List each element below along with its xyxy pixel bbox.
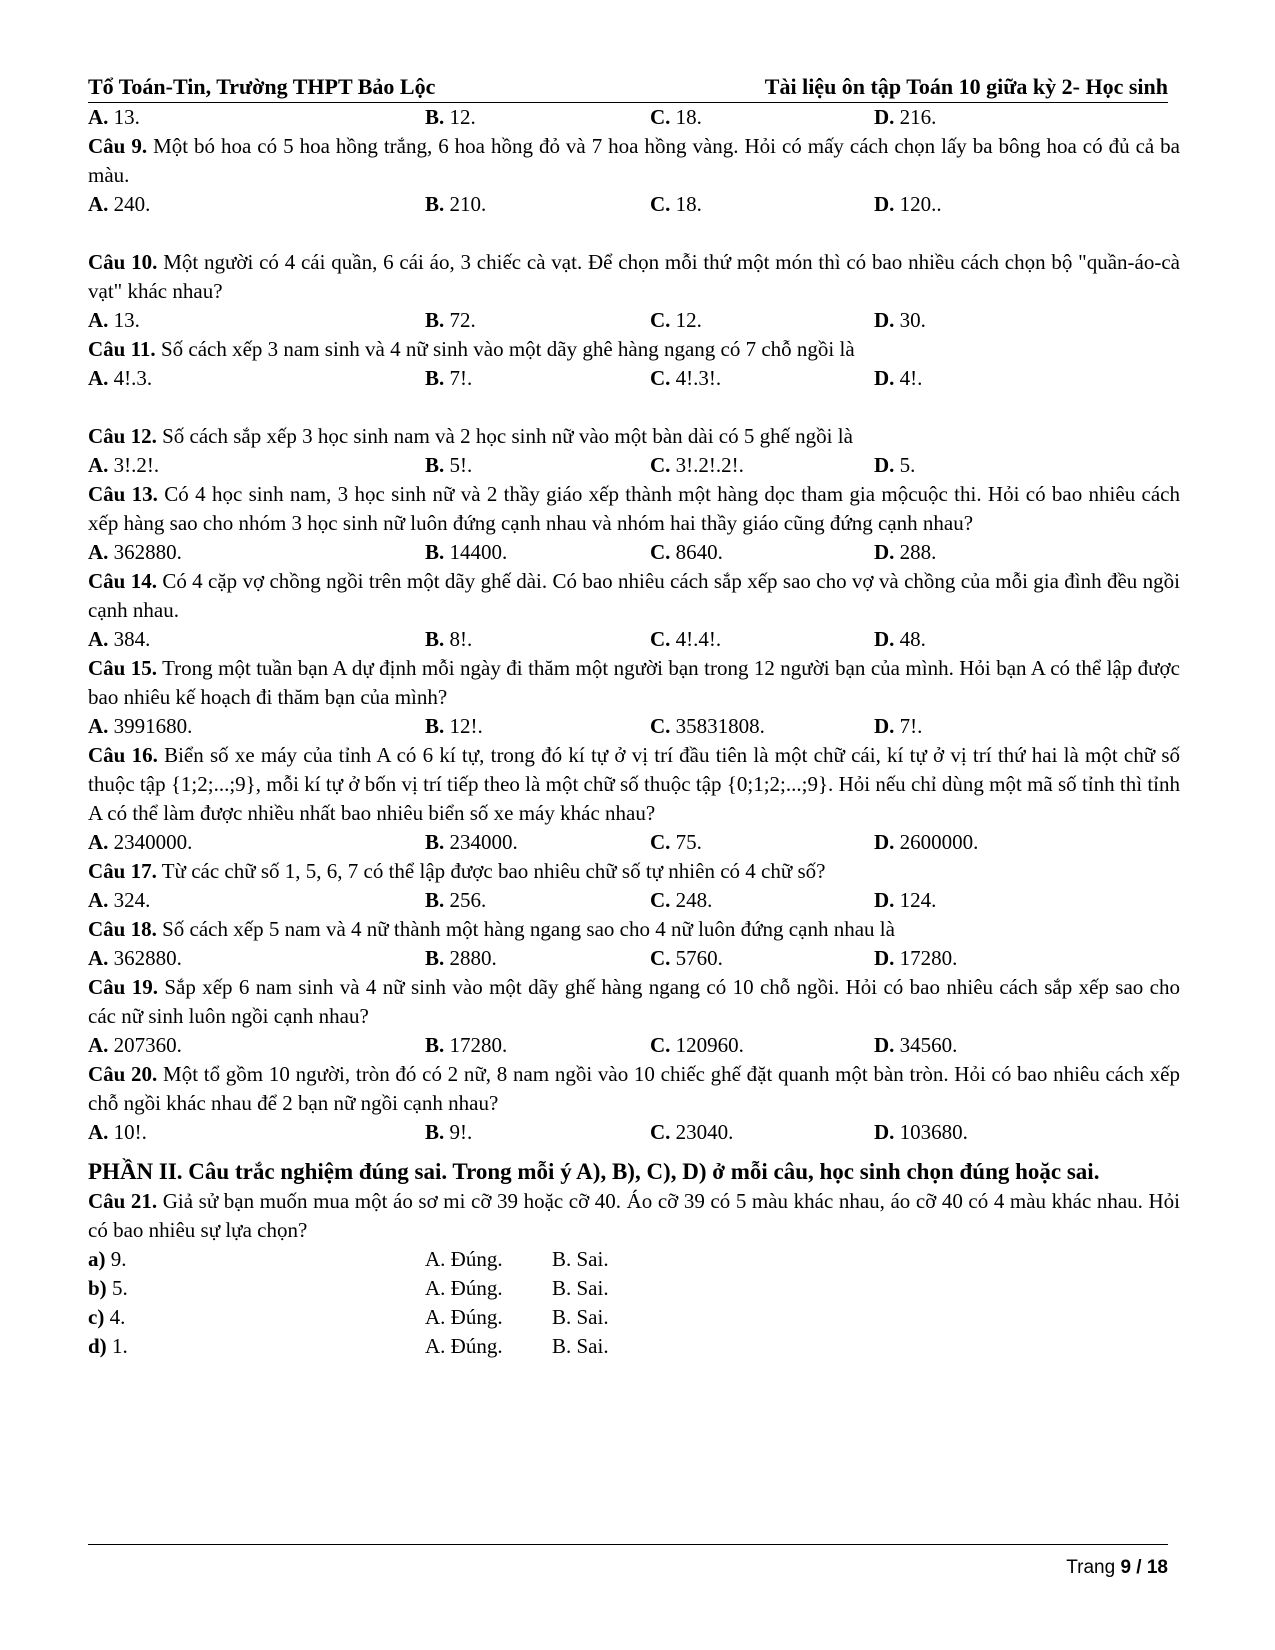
- question-text: Sắp xếp 6 nam sinh và 4 nữ sinh vào một dãy ghế hàng ngang có 10 chỗ ngồi. Hỏi có bao nhiêu cách sắp xếp sao cho các nữ sinh luôn ngồi cạnh nhau?: [88, 975, 1180, 1028]
- answer-options: [88, 538, 1180, 567]
- answer-options: [88, 1031, 1180, 1060]
- option-a: A. 4!.3.: [88, 366, 153, 390]
- answer-options: [88, 451, 1180, 480]
- answer-options: [88, 828, 1180, 857]
- item-statement: b) 5.: [88, 1276, 128, 1300]
- option-b: B. 2880.: [425, 946, 497, 970]
- answer-options: [88, 190, 1180, 219]
- page-header: [88, 74, 1168, 103]
- question-stem: [88, 973, 1180, 1031]
- question-block: [88, 422, 1180, 480]
- option-d: D. 5.: [874, 453, 916, 477]
- option-a: A. 10!.: [88, 1120, 147, 1144]
- item-statement: c) 4.: [88, 1305, 126, 1329]
- option-a: A. 13.: [88, 308, 140, 332]
- question-stem: [88, 335, 1180, 364]
- question-block: [88, 973, 1180, 1060]
- option-b: B. 12.: [425, 105, 476, 129]
- question-label: Câu 14.: [88, 569, 157, 593]
- header-doc-title: Tài liệu ôn tập Toán 10 giữa kỳ 2- Học sinh: [764, 74, 1168, 99]
- question-label: Câu 15.: [88, 656, 158, 680]
- answer-options: [88, 886, 1180, 915]
- option-d: D. 17280.: [874, 946, 958, 970]
- question-block: [88, 654, 1180, 741]
- question-stem: [88, 480, 1180, 538]
- option-a: A. 3991680.: [88, 714, 193, 738]
- true-false-item: [88, 1303, 1180, 1332]
- question-label: Câu 20.: [88, 1062, 158, 1086]
- answer-options: [88, 306, 1180, 335]
- question-stem: [88, 741, 1180, 828]
- option-d: D. 30.: [874, 308, 926, 332]
- option-c: C. 3!.2!.2!.: [650, 453, 744, 477]
- question-stem: [88, 654, 1180, 712]
- answer-options: [88, 1118, 1180, 1147]
- question-text: Một người có 4 cái quần, 6 cái áo, 3 chiếc cà vạt. Để chọn mỗi thứ một món thì có bao nhiều cách chọn bộ "quần-áo-cà vạt" khác nhau?: [88, 250, 1181, 303]
- option-c: C. 23040.: [650, 1120, 734, 1144]
- question-block: [88, 480, 1180, 567]
- option-d: D. 288.: [874, 540, 937, 564]
- question-text: Giả sử bạn muốn mua một áo sơ mi cỡ 39 hoặc cỡ 40. Áo cỡ 39 có 5 màu khác nhau, áo cỡ 40 có 4 màu khác nhau. Hỏi có bao nhiêu sự lựa chọn?: [88, 1189, 1180, 1242]
- question-text: Một bó hoa có 5 hoa hồng trắng, 6 hoa hồng đỏ và 7 hoa hồng vàng. Hỏi có mấy cách chọn lấy ba bông hoa có đủ cả ba màu.: [88, 134, 1180, 187]
- true-choice: A. Đúng.: [425, 1247, 503, 1271]
- blank-line: [88, 393, 1180, 422]
- question-text: Số cách xếp 5 nam và 4 nữ thành một hàng ngang sao cho 4 nữ luôn đứng cạnh nhau là: [162, 917, 895, 941]
- option-a: A. 13.: [88, 105, 140, 129]
- question-label: Câu 16.: [88, 743, 158, 767]
- option-b: B. 9!.: [425, 1120, 473, 1144]
- option-b: B. 256.: [425, 888, 487, 912]
- footer-divider: [88, 1544, 1168, 1545]
- question-block: [88, 741, 1180, 857]
- true-choice: A. Đúng.: [425, 1276, 503, 1300]
- option-c: C. 75.: [650, 830, 702, 854]
- question-block: [88, 857, 1180, 915]
- false-choice: B. Sai.: [552, 1334, 609, 1358]
- option-d: D. 7!.: [874, 714, 923, 738]
- option-a: A. 324.: [88, 888, 151, 912]
- option-a: A. 3!.2!.: [88, 453, 160, 477]
- question-stem: [88, 248, 1180, 306]
- answer-options: [88, 625, 1180, 654]
- question-label: Câu 17.: [88, 859, 157, 883]
- question-stem: [88, 567, 1180, 625]
- true-false-item: [88, 1332, 1180, 1361]
- option-b: B. 12!.: [425, 714, 483, 738]
- true-choice: A. Đúng.: [425, 1305, 503, 1329]
- option-c: C. 18.: [650, 105, 702, 129]
- false-choice: B. Sai.: [552, 1276, 609, 1300]
- question-block: [88, 248, 1180, 335]
- question-list: [88, 132, 1180, 1147]
- question-block: [88, 915, 1180, 973]
- option-a: A. 2340000.: [88, 830, 193, 854]
- item-statement: d) 1.: [88, 1334, 128, 1358]
- question-21: [88, 1187, 1180, 1245]
- option-d: D. 48.: [874, 627, 926, 651]
- option-b: B. 14400.: [425, 540, 508, 564]
- question-stem: [88, 857, 1180, 886]
- question-label: Câu 19.: [88, 975, 158, 999]
- option-c: C. 18.: [650, 192, 702, 216]
- option-c: C. 8640.: [650, 540, 723, 564]
- question-text: Trong một tuần bạn A dự định mỗi ngày đi thăm một người bạn trong 12 người bạn của mình. Hỏi bạn A có thể lập được bao nhiêu kế hoạch đi thăm bạn của mình?: [88, 656, 1180, 709]
- page-number: Trang 9 / 18: [1066, 1557, 1168, 1578]
- option-a: A. 207360.: [88, 1033, 182, 1057]
- question-label: Câu 11.: [88, 337, 156, 361]
- question-text: Có 4 cặp vợ chồng ngồi trên một dãy ghế dài. Có bao nhiêu cách sắp xếp sao cho vợ và chồng của mỗi gia đình đều ngồi cạnh nhau.: [88, 569, 1180, 622]
- question-label: Câu 12.: [88, 424, 157, 448]
- option-b: B. 17280.: [425, 1033, 508, 1057]
- option-b: B. 210.: [425, 192, 487, 216]
- option-b: B. 72.: [425, 308, 476, 332]
- question-text: Một tổ gồm 10 người, tròn đó có 2 nữ, 8 nam ngồi vào 10 chiếc ghế đặt quanh một bàn tròn. Hỏi có bao nhiêu cách xếp chỗ ngồi khác nhau để 2 bạn nữ ngồi cạnh nhau?: [88, 1062, 1180, 1115]
- question-label: Câu 18.: [88, 917, 157, 941]
- answer-options: [88, 364, 1180, 393]
- true-choice: A. Đúng.: [425, 1334, 503, 1358]
- option-d: D. 34560.: [874, 1033, 958, 1057]
- option-d: D. 216.: [874, 105, 937, 129]
- option-d: D. 4!.: [874, 366, 923, 390]
- option-d: D. 103680.: [874, 1120, 968, 1144]
- item-statement: a) 9.: [88, 1247, 127, 1271]
- question-text: Số cách xếp 3 nam sinh và 4 nữ sinh vào một dãy ghê hàng ngang có 7 chỗ ngồi là: [160, 337, 855, 361]
- option-b: B. 8!.: [425, 627, 473, 651]
- question-block: [88, 567, 1180, 654]
- false-choice: B. Sai.: [552, 1305, 609, 1329]
- question-label: Câu 9.: [88, 134, 148, 158]
- question-text: Có 4 học sinh nam, 3 học sinh nữ và 2 thầy giáo xếp thành một hàng dọc tham gia mộcuộc thi. Hỏi có bao nhiêu cách xếp hàng sao cho nhóm 3 học sinh nữ luôn đứng cạnh nhau và nhóm hai thầy giáo cũng đứng cạnh nhau?: [88, 482, 1181, 535]
- option-a: A. 240.: [88, 192, 151, 216]
- option-b: B. 5!.: [425, 453, 473, 477]
- answer-options: [88, 944, 1180, 973]
- page-content: [88, 103, 1180, 1361]
- q21-items: [88, 1245, 1180, 1361]
- option-d: D. 124.: [874, 888, 937, 912]
- option-a: A. 384.: [88, 627, 151, 651]
- question-stem: [88, 132, 1180, 190]
- question-block: [88, 132, 1180, 219]
- option-b: B. 7!.: [425, 366, 473, 390]
- true-false-item: [88, 1245, 1180, 1274]
- option-c: C. 4!.3!.: [650, 366, 722, 390]
- question-label: Câu 13.: [88, 482, 158, 506]
- q8-options: [88, 103, 1180, 132]
- question-text: Biển số xe máy của tỉnh A có 6 kí tự, trong đó kí tự ở vị trí đầu tiên là một chữ cái, kí tự ở vị trí thứ hai là một chữ số thuộc tập {1;2;...;9}, mỗi kí tự ở bốn vị trí tiếp theo là một chữ số thuộc tập {0;1;2;...;9}. Hỏi nếu chỉ dùng một mã số tỉnh thì tỉnh A có thể làm được nhiều nhất bao nhiêu biển số xe máy khác nhau?: [88, 743, 1181, 825]
- option-c: C. 120960.: [650, 1033, 744, 1057]
- question-block: [88, 335, 1180, 393]
- option-c: C. 5760.: [650, 946, 723, 970]
- option-d: D. 120..: [874, 192, 942, 216]
- option-c: C. 4!.4!.: [650, 627, 722, 651]
- question-stem: [88, 915, 1180, 944]
- option-c: C. 248.: [650, 888, 713, 912]
- section-2-title: PHẦN II. Câu trắc nghiệm đúng sai. Trong mỗi ý A), B), C), D) ở mỗi câu, học sinh chọn đúng hoặc sai.: [88, 1159, 1100, 1184]
- header-school: Tổ Toán-Tin, Trường THPT Bảo Lộc: [88, 74, 436, 99]
- true-false-item: [88, 1274, 1180, 1303]
- option-c: C. 12.: [650, 308, 702, 332]
- question-block: [88, 1060, 1180, 1147]
- option-a: A. 362880.: [88, 946, 182, 970]
- blank-line: [88, 219, 1180, 248]
- question-text: Số cách sắp xếp 3 học sinh nam và 2 học sinh nữ vào một bàn dài có 5 ghế ngồi là: [162, 424, 853, 448]
- question-label: Câu 21.: [88, 1189, 158, 1213]
- question-stem: [88, 1060, 1180, 1118]
- false-choice: B. Sai.: [552, 1247, 609, 1271]
- question-label: Câu 10.: [88, 250, 158, 274]
- option-d: D. 2600000.: [874, 830, 979, 854]
- option-a: A. 362880.: [88, 540, 182, 564]
- question-stem: [88, 422, 1180, 451]
- option-c: C. 35831808.: [650, 714, 765, 738]
- answer-options: [88, 712, 1180, 741]
- question-text: Từ các chữ số 1, 5, 6, 7 có thể lập được bao nhiêu chữ số tự nhiên có 4 chữ số?: [161, 859, 826, 883]
- option-b: B. 234000.: [425, 830, 518, 854]
